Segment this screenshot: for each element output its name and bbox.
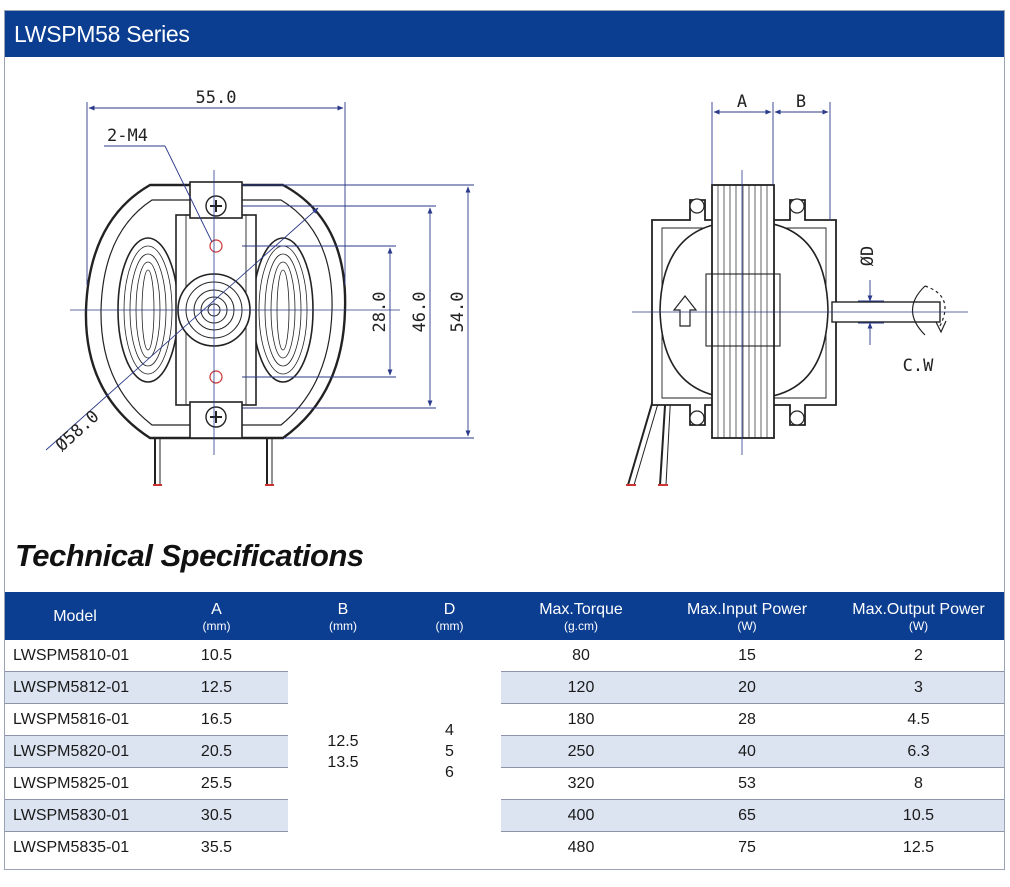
d-value: 5 (445, 743, 454, 760)
table-row (5, 736, 1004, 768)
cell-torque: 320 (501, 768, 661, 800)
cell-a: 16.5 (145, 704, 288, 736)
cell-model: LWSPM5812-01 (5, 672, 145, 704)
specs-table (5, 592, 1004, 863)
cell-torque: 400 (501, 800, 661, 832)
cell-input-power: 53 (661, 768, 833, 800)
cell-input-power: 40 (661, 736, 833, 768)
cell-output-power: 4.5 (833, 704, 1004, 736)
cell-input-power: 20 (661, 672, 833, 704)
specs-header-row (5, 592, 1004, 640)
dim-height-28-label: 28.0 (370, 291, 390, 333)
cell-model: LWSPM5816-01 (5, 704, 145, 736)
dim-d-label: ØD (858, 245, 878, 267)
screw-bottom (206, 407, 226, 427)
cell-input-power: 65 (661, 800, 833, 832)
dim-screw-label: 2-M4 (107, 126, 148, 146)
dim-a-label: A (736, 92, 748, 112)
table-row (5, 800, 1004, 832)
cell-torque: 120 (501, 672, 661, 704)
motor-technical-drawing (0, 60, 1010, 530)
table-row (5, 768, 1004, 800)
cell-torque: 480 (567, 838, 595, 856)
side-view (626, 102, 968, 485)
cell-b-merged (288, 640, 398, 863)
cell-a: 30.5 (145, 800, 288, 832)
screw-top (206, 196, 226, 216)
specs-title: Technical Specifications (15, 538, 364, 573)
col-header-d: D (mm) (398, 592, 501, 640)
series-title: LWSPM58 Series (14, 20, 190, 47)
cell-output-power: 2 (833, 640, 1004, 672)
dim-height-46-label: 46.0 (410, 291, 430, 333)
col-header-input-power: Max.Input Power (W) (661, 592, 833, 640)
cell-torque: 180 (501, 704, 661, 736)
cell-a: 25.5 (145, 768, 288, 800)
table-row (5, 672, 1004, 704)
cell-input-power: 28 (661, 704, 833, 736)
cell-input-power: 75 (738, 838, 756, 856)
rotation-label: C.W (902, 356, 934, 376)
series-header (5, 11, 1004, 57)
col-header-output-power: Max.Output Power (W) (833, 592, 1004, 640)
cell-output-power: 10.5 (833, 800, 1004, 832)
col-header-model: Model (5, 592, 145, 640)
col-header-a: A (mm) (145, 592, 288, 640)
cell-output-power: 6.3 (833, 736, 1004, 768)
cell-model: LWSPM5810-01 (5, 640, 145, 672)
table-row (5, 704, 1004, 736)
table-row (5, 832, 1004, 864)
cell-output-power: 8 (833, 768, 1004, 800)
cell-model: LWSPM5825-01 (5, 768, 145, 800)
d-value: 4 (445, 722, 454, 739)
dim-height-54-label: 54.0 (448, 291, 468, 333)
cell-model: LWSPM5830-01 (5, 800, 145, 832)
col-header-torque: Max.Torque (g.cm) (501, 592, 661, 640)
cell-output-power: 3 (833, 672, 1004, 704)
cell-a: 20.5 (145, 736, 288, 768)
cell-a: 10.5 (145, 640, 288, 672)
cell-a: 12.5 (145, 672, 288, 704)
cell-model: LWSPM5820-01 (5, 736, 145, 768)
dim-width-label: 55.0 (195, 88, 237, 108)
d-value: 6 (445, 764, 454, 781)
cell-d-merged (398, 640, 501, 863)
cell-model: LWSPM5835-01 (13, 838, 130, 856)
cell-torque: 250 (501, 736, 661, 768)
b-value: 13.5 (327, 753, 359, 771)
cell-input-power: 15 (661, 640, 833, 672)
col-header-b: B (mm) (288, 592, 398, 640)
cell-output-power: 12.5 (902, 838, 935, 856)
dim-diameter-label: Ø58.0 (51, 406, 104, 456)
cell-torque: 80 (501, 640, 661, 672)
cell-a: 35.5 (200, 838, 233, 856)
b-value: 12.5 (327, 732, 359, 750)
dim-b-label: B (795, 92, 807, 112)
table-row (5, 640, 1004, 672)
